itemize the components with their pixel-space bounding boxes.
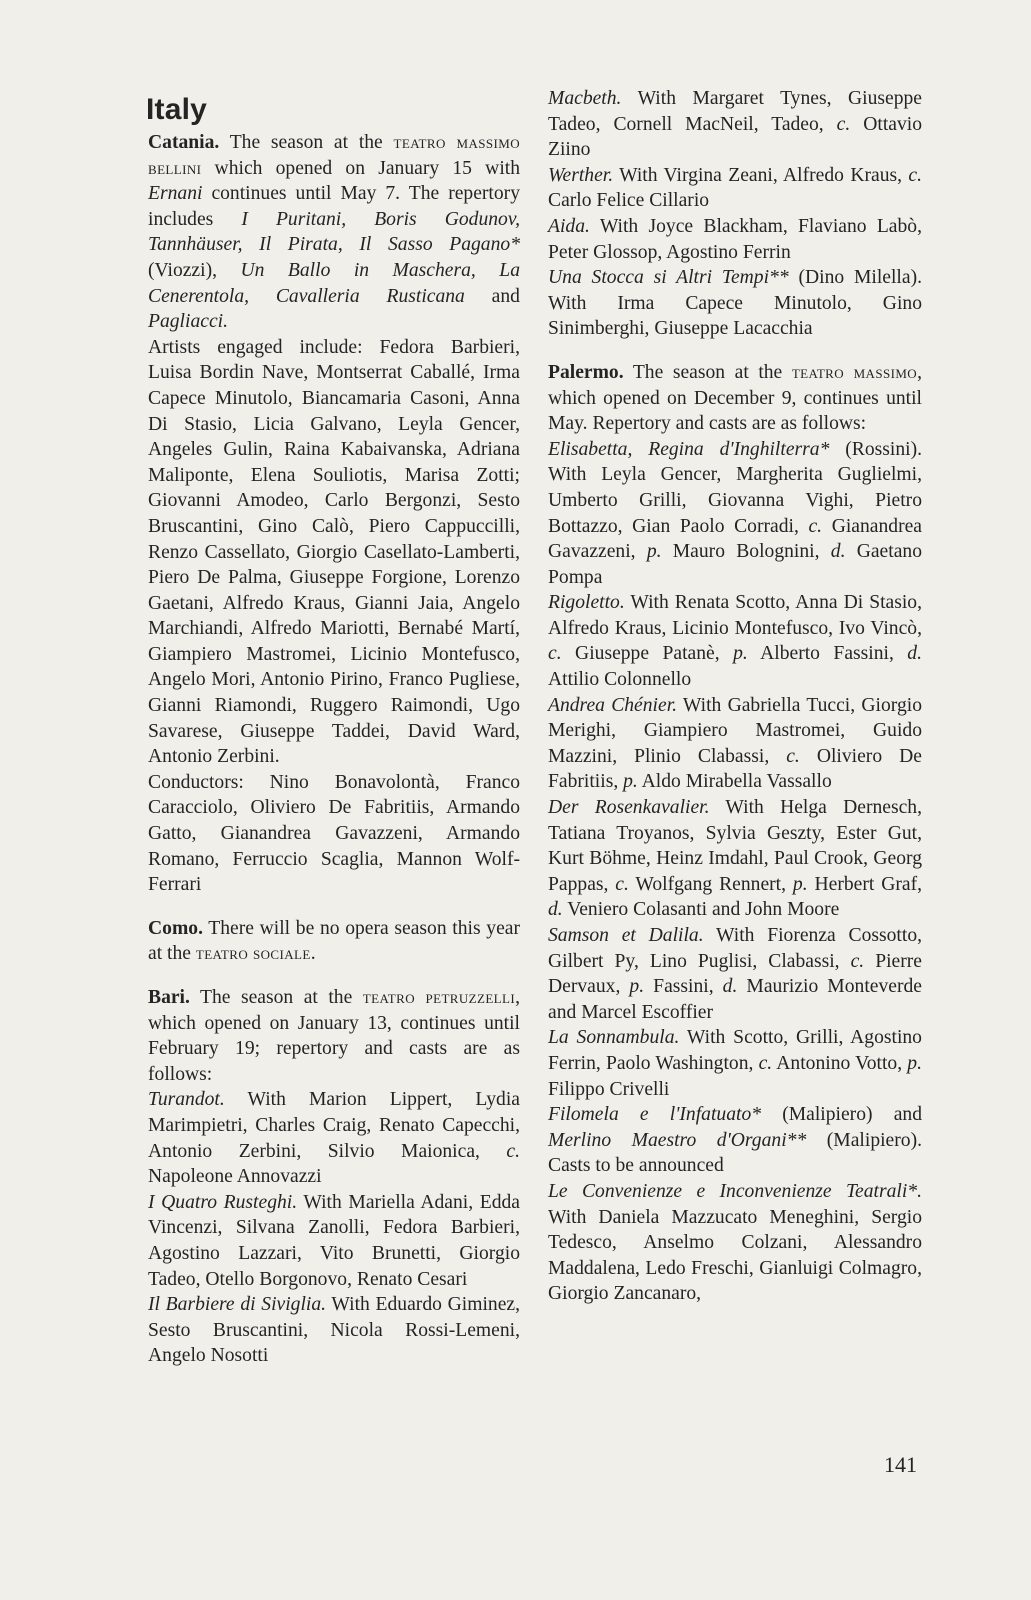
opera-entry: Andrea Chénier. With Gabriella Tucci, Giorgio Merighi, Giampiero Mastromei, Guido Mazzini, Plinio Clabassi, c. Oliviero De Fabritiis, p. Aldo Mirabella Vassallo <box>548 694 922 793</box>
opera-entry: Macbeth. With Margaret Tynes, Giuseppe Tadeo, Cornell MacNeil, Tadeo, c. Ottavio Ziino <box>548 88 922 161</box>
opera-entry: Il Barbiere di Siviglia. With Eduardo Giminez, Sesto Bruscantini, Nicola Rossi-Lemeni, Angelo Nosotti <box>148 1294 521 1367</box>
catania-entry: Catania. The season at the teatro massimo bellini which opened on January 15 with Ernani continues until May 7. The repertory includes I Puritani, Boris Godunov, Tannhäuser, Il Pirata, Il Sasso Pagano* (Viozzi), Un Ballo in Maschera, La Cenerentola, Cavalleria Rusticana and Pagliacci. <box>148 132 520 333</box>
opera-entry: La Sonnambula. With Scotto, Grilli, Agostino Ferrin, Paolo Washington, c. Antonino Votto, p. Filippo Crivelli <box>548 1027 922 1100</box>
opera-entry: Der Rosenkavalier. With Helga Dernesch, Tatiana Troyanos, Sylvia Geszty, Ester Gut, Kurt Böhme, Heinz Imdahl, Paul Crook, Georg Pappas, c. Wolfgang Rennert, p. Herbert Graf, d. Veniero Colasanti and John Moore <box>548 797 922 921</box>
city-name: Como. <box>148 917 203 939</box>
como-entry: Como. There will be no opera season this year at the teatro sociale. <box>148 917 520 965</box>
palermo-repertory-list <box>548 437 922 1307</box>
city-name: Palermo. <box>548 361 624 383</box>
city-name: Catania. <box>148 132 220 153</box>
opera-entry: Samson et Dalila. With Fiorenza Cossotto, Gilbert Py, Lino Puglisi, Clabassi, c. Pierre Dervaux, p. Fassini, d. Maurizio Monteverde and Marcel Escoffier <box>548 925 923 1023</box>
opera-entry: Rigoletto. With Renata Scotto, Anna Di Stasio, Alfredo Kraus, Licinio Montefusco, Ivo Vincò, c. Giuseppe Patanè, p. Alberto Fassini, d. Attilio Colonnello <box>548 592 922 691</box>
opera-entry: Aida. With Joyce Blackham, Flaviano Labò, Peter Glossop, Agostino Ferrin <box>548 215 922 263</box>
opera-entry: I Quatro Rusteghi. With Mariella Adani, Edda Vincenzi, Silvana Zanolli, Fedora Barbieri, Agostino Lazzari, Vito Brunetti, Giorgio Tadeo, Otello Borgonovo, Renato Cesari <box>148 1191 520 1290</box>
right-column <box>548 86 922 1307</box>
venue-name: teatro massimo <box>791 361 918 382</box>
opera-entry: Filomela e l'Infatuato* (Malipiero) and Merlino Maestro d'Organi** (Malipiero). Casts to be announced <box>548 1104 922 1177</box>
catania-conductors: Conductors: Nino Bonavolontà, Franco Caracciolo, Oliviero De Fabritiis, Armando Gatto, Gianandrea Gavazzeni, Armando Romano, Ferruccio Scaglia, Mannon Wolf-Ferrari <box>148 771 520 896</box>
opera-entry: Werther. With Virgina Zeani, Alfredo Kraus, c. Carlo Felice Cillario <box>548 164 922 212</box>
page-number: 141 <box>884 1452 917 1477</box>
catania-artists: Artists engaged include: Fedora Barbieri, Luisa Bordin Nave, Montserrat Caballé, Irma Capece Minutolo, Biancamaria Casoni, Anna Di Stasio, Licia Galvano, Leyla Gencer, Angeles Gulin, Raina Kabaivanska, Adriana Maliponte, Elena Souliotis, Marisa Zotti; Giovanni Amodeo, Carlo Bergonzi, Sesto Bruscantini, Gino Calò, Piero Cappuccilli, Renzo Cassellato, Giorgio Casellato-Lamberti, Piero De Palma, Giuseppe Forgione, Lorenzo Gaetani, Alfredo Kraus, Gianni Jaia, Angelo Marchiandi, Alfredo Mariotti, Bernabé Martí, Giampiero Mastromei, Licinio Montefusco, Angelo Mori, Antonio Pirino, Franco Pugliese, Gianni Riamondi, Ruggero Raimondi, Ugo Savarese, Giuseppe Taddei, David Ward, Antonio Zerbini. <box>148 336 520 768</box>
city-name: Bari. <box>148 987 190 1008</box>
country-heading: Italy <box>146 93 208 126</box>
opera-entry: Una Stocca si Altri Tempi** (Dino Milella). With Irma Capece Minutolo, Gino Sinimberghi, Giuseppe Lacacchia <box>548 267 922 340</box>
left-column <box>148 86 520 1369</box>
opera-entry: Elisabetta, Regina d'Inghilterra* (Rossini). With Leyla Gencer, Margherita Guglielmi, Umberto Grilli, Giovanna Vighi, Pietro Bottazzo, Gian Paolo Corradi, c. Gianandrea Gavazzeni, p. Mauro Bolognini, d. Gaetano Pompa <box>548 438 922 588</box>
opera-entry: Le Convenienze e Inconvenienze Teatrali*. With Daniela Mazzucato Meneghini, Sergio Tedesco, Anselmo Colzani, Alessandro Maddalena, Ledo Freschi, Gianluigi Colmagro, Giorgio Zancanaro, <box>548 1180 922 1305</box>
venue-name: teatro petruzzelli <box>362 987 516 1007</box>
venue-name: teatro massimo bellini <box>148 132 520 178</box>
venue-name: teatro sociale <box>195 943 311 964</box>
opera-entry: Turandot. With Marion Lippert, Lydia Marimpietri, Charles Craig, Renato Capecchi, Antonio Zerbini, Silvio Maionica, c. Napoleone Annovazzi <box>148 1089 520 1188</box>
bari-entry: Bari. The season at the teatro petruzzelli, which opened on January 13, continues until February 19; repertory and casts are as follows: <box>148 987 520 1085</box>
palermo-entry: Palermo. The season at the teatro massimo, which opened on December 9, continues until May. Repertory and casts are as follows: <box>548 361 922 435</box>
